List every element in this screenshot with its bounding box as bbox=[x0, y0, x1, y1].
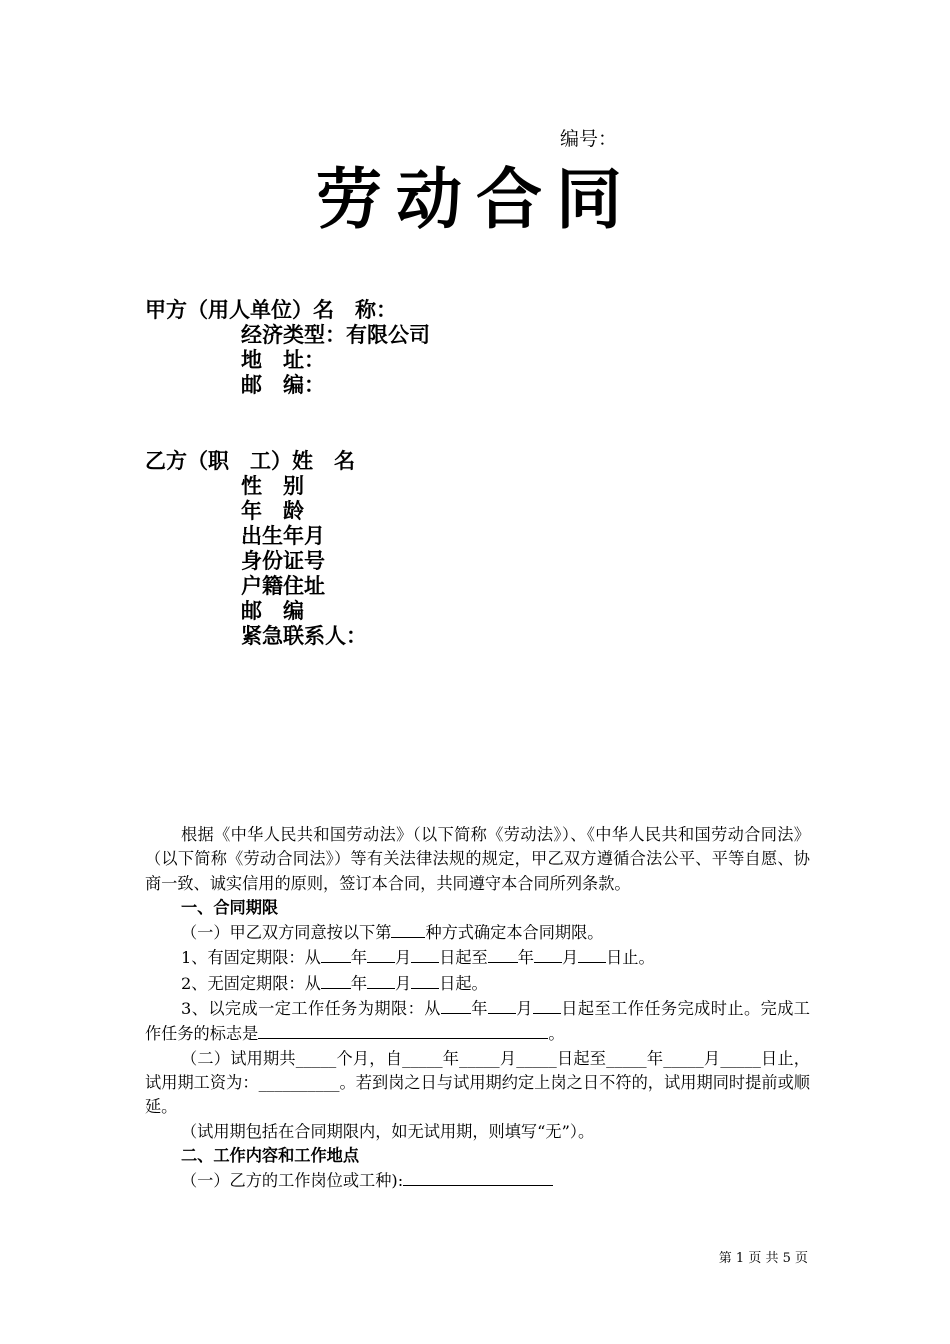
fixed-end-month-blank[interactable] bbox=[534, 945, 562, 963]
party-b-fields bbox=[241, 474, 367, 649]
party-b-age: 年 龄 bbox=[241, 499, 304, 523]
document-title: 劳动合同 bbox=[316, 161, 636, 238]
party-a-economic-type: 经济类型：有限公司 bbox=[241, 323, 430, 347]
term-method-blank[interactable] bbox=[391, 920, 425, 938]
party-a-address: 地 址： bbox=[241, 348, 325, 372]
section-2-title: 二、工作内容和工作地点 bbox=[181, 1145, 360, 1165]
open-start-day-blank[interactable] bbox=[411, 971, 439, 989]
party-b-birth-date: 出生年月 bbox=[241, 524, 325, 548]
task-completion-mark-blank[interactable] bbox=[258, 1021, 548, 1039]
task-start-year-blank[interactable] bbox=[441, 996, 471, 1014]
party-b-household-address: 户籍住址 bbox=[241, 574, 325, 598]
party-b-id-number: 身份证号 bbox=[241, 549, 325, 573]
contract-body bbox=[145, 823, 810, 1193]
party-a-heading: 甲方（用人单位）名 称： bbox=[145, 298, 397, 322]
section-1-title: 一、合同期限 bbox=[181, 897, 279, 917]
open-start-year-blank[interactable] bbox=[321, 971, 351, 989]
fixed-end-day-blank[interactable] bbox=[578, 945, 606, 963]
fixed-start-year-blank[interactable] bbox=[321, 945, 351, 963]
probation-paragraph: （二）试用期共_____个月，自_____年_____月_____日起至_____年_____月_____日止，试用期工资为：__________。若到岗之日与试用期约定上岗之日不符的，试用期同时提前或顺延。 bbox=[145, 1048, 810, 1117]
party-b-gender: 性 别 bbox=[241, 474, 304, 498]
party-b-heading: 乙方（职 工）姓 名 bbox=[145, 449, 355, 473]
fixed-term-paragraph: 1、有固定期限：从 年 月 日起至 年 月 日止。 bbox=[145, 945, 810, 970]
task-term-paragraph: 3、以完成一定工作任务为期限：从 年 月 日起至工作任务完成时止。完成工作任务的标志是 。 bbox=[145, 996, 810, 1047]
fixed-start-day-blank[interactable] bbox=[411, 945, 439, 963]
serial-number-label: 编号： bbox=[560, 128, 618, 150]
party-b-postcode: 邮 编 bbox=[241, 599, 304, 623]
party-a-postcode: 邮 编： bbox=[241, 373, 325, 397]
party-b-emergency-contact: 紧急联系人： bbox=[241, 624, 367, 648]
job-position-blank[interactable] bbox=[403, 1168, 553, 1186]
probation-note: （试用期包括在合同期限内，如无试用期，则填写“无”）。 bbox=[181, 1121, 595, 1141]
fixed-end-year-blank[interactable] bbox=[488, 945, 518, 963]
party-a-fields bbox=[241, 323, 430, 398]
task-start-day-blank[interactable] bbox=[533, 996, 561, 1014]
open-term-paragraph: 2、无固定期限：从 年 月 日起。 bbox=[145, 971, 810, 996]
job-position-paragraph: （一）乙方的工作岗位或工种): bbox=[145, 1168, 810, 1193]
open-start-month-blank[interactable] bbox=[367, 971, 395, 989]
intro-paragraph: 根据《中华人民共和国劳动法》（以下简称《劳动法》）、《中华人民共和国劳动合同法》（以下简称《劳动合同法》）等有关法律法规的规定，甲乙双方遵循合法公平、平等自愿、协商一致、诚实信用的原则，签订本合同，共同遵守本合同所列条款。 bbox=[145, 825, 810, 893]
fixed-start-month-blank[interactable] bbox=[367, 945, 395, 963]
page-footer: 第 1 页 共 5 页 bbox=[718, 1251, 808, 1266]
task-start-month-blank[interactable] bbox=[488, 996, 516, 1014]
term-method-paragraph: （一）甲乙双方同意按以下第 种方式确定本合同期限。 bbox=[145, 920, 810, 945]
